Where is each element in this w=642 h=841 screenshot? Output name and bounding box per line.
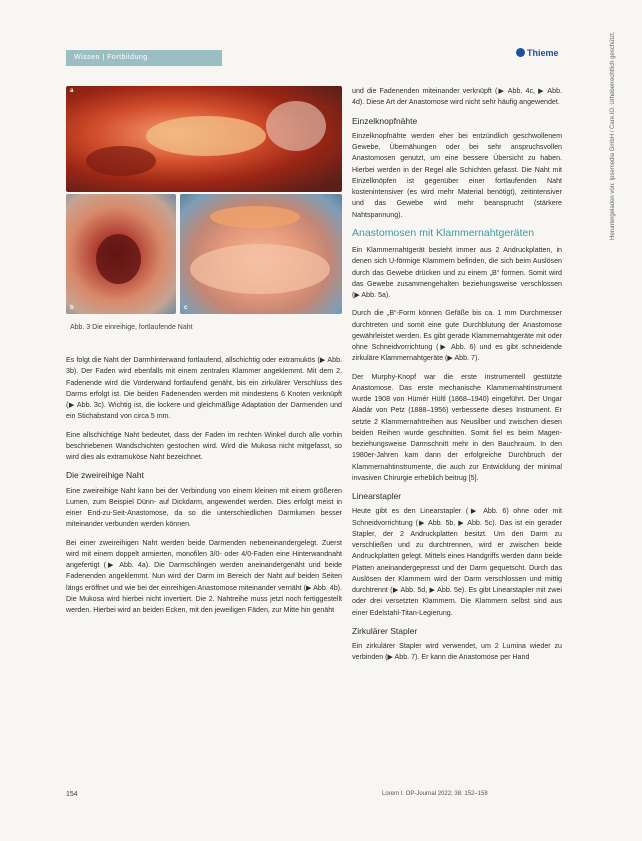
photo-detail [96,234,141,284]
subheading: Die zweireihige Naht [66,470,144,481]
publisher-logo [516,48,559,58]
paragraph: Eine zweireihige Naht kann bei der Verbindung von einem kleinen mit einem größeren Lumen, zum Beispiel Dünn- auf Dickdarm, angewendet werden. Dies erfolgt meist in einer End-zu-Seit-Anastomose, da so die unterschiedlichen Darmlumen besser miteinander verbunden werden können. [66,486,342,529]
panel-label-c: c [184,305,188,311]
photo-detail [190,244,330,294]
right-column [352,86,562,671]
page-number: 154 [66,791,78,798]
paragraph: Eine allschichtige Naht bedeutet, dass der Faden im rechten Winkel durch alle vorhin beschriebenen Wandschichten gestochen wird. Wird die Mukosa nicht mitgefasst, so wird dies als extramuköse Naht bezeichnet. [66,430,342,461]
paragraph: Ein Klammernahtgerät besteht immer aus 2 Andruckplatten, in denen sich U-förmige Klammern befinden, die sich beim Auslösen durch das Gewebe drücken und zu einem „B“ formen. Somit wird das Gewebe zusammengehalten beziehungsweise verschlossen (▶ Abb. 5a). [352,246,562,299]
figure-photo-a [66,86,342,192]
paragraph: Heute gibt es den Linearstapler (▶ Abb. 6) ohne oder mit Schneidvorrichtung (▶ Abb. 5b, ▶ Abb. 5c). Das ist ein gerader Stapler, der 2 Andruckplatten besitzt. Um den Darm zu verschließen und zu durchtrennen, wird er zwischen beide Andruckplatten gelegt. Mittels eines Handgriffs werden dann beide Platten aneinandergepresst und der Darm gequetscht. Durch das Auslösen der Klammern wird der Darm verschlossen und mittig durchtrennt (▶ Abb. 5d, ▶ Abb. 5e). Es gibt Linearstapler mit zwei oder drei versetzten Klammern. Die Klammern selbst sind aus einer Edelstahl-Titan-Legierung. [352,507,562,617]
paragraph: Ein zirkulärer Stapler wird verwendet, um 2 Lumina wieder zu verbinden (▶ Abb. 7). Er kann die Anastomose per Hand [352,642,562,662]
paragraph: Einzelknopfnähte werden eher bei entzündlich geschwollenem Gewebe, Übernähungen oder bei sehr anspruchsvollen Anastomosen genutzt, um eine bessere Übersicht zu haben. Hierbei werden in der Regel alle Schichten gefasst. Die Naht mit Einzelknöpfen ist gegenüber einer fortlaufenden Naht kostenintensiver (es wird mehr Material benötigt), zeitintensiver und das Gewebe wird mehr beansprucht (stärkere Nahtspannung). [352,131,562,219]
figure-photo-c [180,194,342,314]
photo-detail [210,206,300,228]
paragraph: Durch die „B“-Form können Gefäße bis ca. 1 mm Durchmesser durchtreten und somit eine gute Durchblutung der Anastomose gewährleistet werden. Es gibt gerade Klammernahtgeräte mit oder ohne Schneidvorrichtung (▶ Abb. 6) und es gibt schneidende zirkuläre Klammernahtgeräte (▶ Abb. 7). [352,309,562,363]
paragraph: Es folgt die Naht der Darmhinterwand fortlaufend, allschichtig oder extramukös (▶ Abb. 3b). Der Faden wird ebenfalls mit einem zentralen Klammer angeklemmt. Mit dem 2. Fadenende wird die Vorderwand fortlaufend genäht, bis ein zirkulärer Verschluss des Darms erfolgt ist. Die beiden Fadenenden werden mit mindestens 6 Knoten verknüpft (▶ Abb. 3c). Wichtig ist, die lockere und gleichmäßige Adaptation der Darmenden und ein Stichabstand von circa 5 mm. [66,356,342,421]
publisher-name: Thieme [527,48,559,58]
paragraph: Bei einer zweireihigen Naht werden beide Darmenden nebeneinandergelegt. Zuerst wird mit einem doppelt armierten, monofilen 3/0- oder 4/0-Faden eine Hinterwandnaht angefertigt (▶ Abb. 4a). Die Darmschlingen werden aneinandergenäht und beide Fadenenden angeklemmt. Nun wird der Darm im Bereich der Naht auf beiden Seiten längs eröffnet und wie bei der einreihigen Anastomose miteinander vernäht (▶ Abb. 4b). Die Mukosa wird hierbei nicht invertiert. Die 2. Nahtreihe muss jetzt noch fertiggestellt werden. Hierbei wird an beiden Ecken, mit den jeweiligen Fäden, zur Mitte hin genäht [66,538,342,614]
panel-label-a: a [70,88,74,94]
section-heading: Anastomosen mit Klammernahtgeräten [352,226,535,239]
photo-detail [146,116,266,156]
citation: Lorem I. OP-Journal 2022; 38: 152–158 [382,791,488,797]
left-column [66,355,342,623]
paragraph: Der Murphy-Knopf war die erste instrumentell gestützte Anastomose. Das erste mechanische Klammernahtinstrument wurde 1908 von Hümér Hültl (1868–1940) eingeführt. Der Ungar Aladár von Petz (1888–1956) verbesserte dieses Instrument. Er setzte 2 Klammernahtreihen aus Neusilber und zwischen diesen beiden Reihen wurde geschnitten. Somit fiel es beim Magen- beziehungsweise Darmschnitt mehr in den Bauchraum. In den 1980er-Jahren kam dann der erfolgreiche Durchbruch der Klammernahtinstrumente, die auch zur Entwicklung der minimal invasiven Chirurgie erheblich beitrug [5]. [352,372,562,482]
section-label: Wissen | Fortbildung [66,50,222,66]
photo-detail [266,101,326,151]
figure-caption: Abb. 3 Die einreihige, fortlaufende Naht [70,324,193,331]
figure-photo-b [66,194,176,314]
photo-detail [86,146,156,176]
download-notice: Heruntergeladen von: Ipsemedia GmbH / Care.IO. Urheberrechtlich geschützt. [610,31,616,240]
panel-label-b: b [70,305,74,311]
subheading: Einzelknopfnähte [352,115,418,126]
subheading: Zirkulärer Stapler [352,625,418,636]
paragraph: und die Fadenenden miteinander verknüpft (▶ Abb. 4c, ▶ Abb. 4d). Diese Art der Anastomose wird nicht sehr häufig angewendet. [352,87,562,107]
thieme-logo-icon [516,48,525,57]
subheading: Linearstapler [352,491,402,501]
